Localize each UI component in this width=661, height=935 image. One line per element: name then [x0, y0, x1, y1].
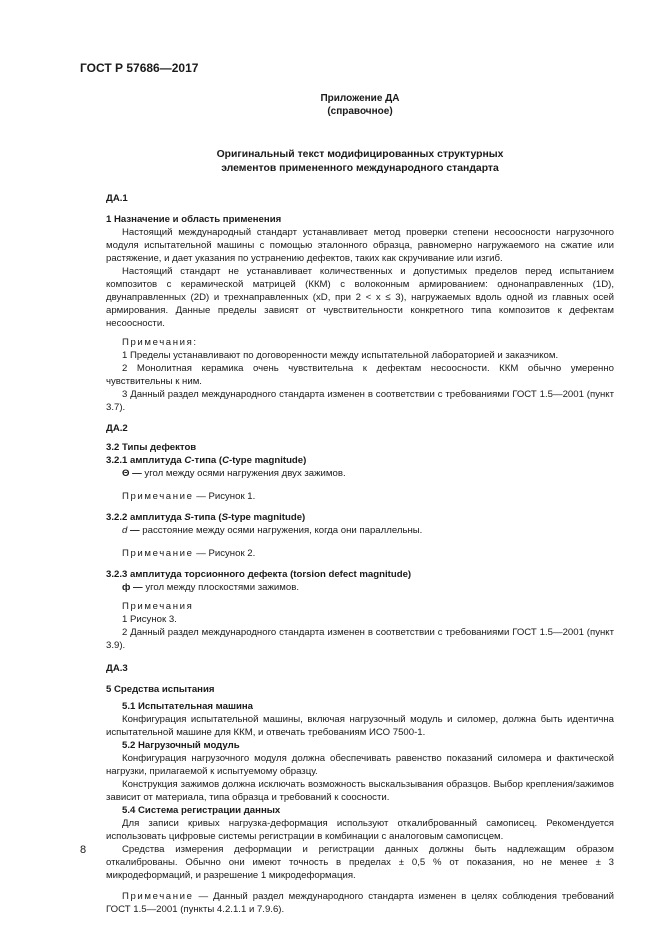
paragraph-5-2-2: Конструкция зажимов должна исключать возможность выскальзывания образцов. Выбор крепления/зажимов зависит от материала, типа образца и требований к соосности. [106, 779, 614, 803]
paragraph-scope-2: Настоящий стандарт не устанавливает количественных и допустимых пределов перед испытанием композитов с керамической матрицей (ККМ) с волоконным армированием: однонаправленных (1D), двунаправленных (2D) и трехнаправленных (xD, при 2 < x ≤ 3), нагружаемых вдоль одной из главных осей армирования. Данные пределы зависят от чувствительности конкретного типа композитов к дефектам несоосности. [106, 266, 614, 329]
note-1: 1 Пределы устанавливают по договоренности между испытательной лабораторией и заказчиком. [122, 350, 559, 361]
annex-title: Приложение ДА [320, 93, 400, 104]
section-heading-1: 1 Назначение и область применения [106, 214, 282, 225]
main-title-line-1: Оригинальный текст модифицированных структурных [216, 149, 504, 160]
definition-3-2-1: Θ — угол между осями нагружения двух зажимов. [122, 468, 346, 479]
section-label-da3: ДА.3 [106, 663, 128, 674]
page-number: 8 [80, 844, 87, 856]
paragraph-5-2-1: Конфигурация нагрузочного модуля должна обеспечивать равенство показаний силомера и фактической нагрузки, прилагаемой к испытуемому образцу. [106, 753, 614, 777]
subsection-3-2-3-heading: 3.2.3 амплитуда торсионного дефекта (torsion defect magnitude) [106, 569, 412, 580]
section-label-da2: ДА.2 [106, 423, 128, 434]
section-label-da1: ДА.1 [106, 193, 128, 204]
note-da2-1: 1 Рисунок 3. [122, 614, 177, 625]
subsection-5-2-heading: 5.2 Нагрузочный модуль [122, 740, 240, 751]
definition-3-2-2: d — расстояние между осями нагружения, когда они параллельны. [122, 525, 423, 536]
note-da2-2: 2 Данный раздел международного стандарта изменен в соответствии с требованиями ГОСТ 1.5—2001 (пункт 3.9). [106, 627, 614, 651]
subsection-3-2-1-heading: 3.2.1 амплитуда С-типа (C-type magnitude) [106, 455, 307, 466]
definition-3-2-3: ф — угол между плоскостями зажимов. [122, 582, 299, 593]
note-2: 2 Монолитная керамика очень чувствительна к дефектам несоосности. ККМ обычно умеренно чувствительны к ним. [106, 363, 614, 387]
paragraph-5-1: Конфигурация испытательной машины, включая нагрузочный модуль и силомер, должна быть идентична испытательной машине для ККМ, и отвечать требованиям ИСО 7500-1. [106, 714, 614, 738]
note-3: 3 Данный раздел международного стандарта изменен в соответствии с требованиями ГОСТ 1.5—2001 (пункт 3.7). [106, 389, 614, 413]
note-3-2-2: Примечание — Рисунок 2. [122, 548, 256, 559]
subsection-3-2-2-heading: 3.2.2 амплитуда S-типа (S-type magnitude) [106, 512, 306, 523]
section-heading-5: 5 Средства испытания [106, 684, 215, 695]
notes-label-da2: Примечания [122, 601, 194, 612]
annex-subtitle: (справочное) [327, 106, 393, 117]
section-heading-3-2: 3.2 Типы дефектов [106, 442, 197, 453]
paragraph-5-4-1: Для записи кривых нагрузка-деформация используют откалиброванный самописец. Рекомендуется использовать цифровые системы регистрации в комбинации с аналоговым самописцем. [106, 818, 614, 842]
subsection-5-1-heading: 5.1 Испытательная машина [122, 701, 254, 712]
paragraph-scope-1: Настоящий международный стандарт устанавливает метод проверки степени несоосности нагрузочного модуля испытательной машины с помощью эталонного образца, равномерно нагружаемого на сжатие или растяжение, и дает указания по устранению дефектов, таких как скручивание или изгиб. [106, 227, 614, 264]
subsection-5-4-heading: 5.4 Система регистрации данных [122, 805, 281, 816]
paragraph-5-4-2: Средства измерения деформации и регистрации данных должны быть надлежащим образом откалиброваны. Обычно они имеют точность в пределах ± 0,5 % от показания, но не менее ± 3 микродеформаций, и разрешение 1 микродеформация. [106, 844, 614, 881]
page-content [106, 92, 614, 916]
notes-label: Примечания: [122, 337, 198, 348]
main-title-line-2: элементов примененного международного стандарта [221, 163, 499, 174]
note-3-2-1: Примечание — Рисунок 1. [122, 491, 256, 502]
note-da3: Примечание — Данный раздел международного стандарта изменен в целях соблюдения требований ГОСТ 1.5—2001 (пункты 4.2.1.1 и 7.9.6). [106, 891, 614, 915]
document-code: ГОСТ Р 57686—2017 [80, 61, 199, 75]
